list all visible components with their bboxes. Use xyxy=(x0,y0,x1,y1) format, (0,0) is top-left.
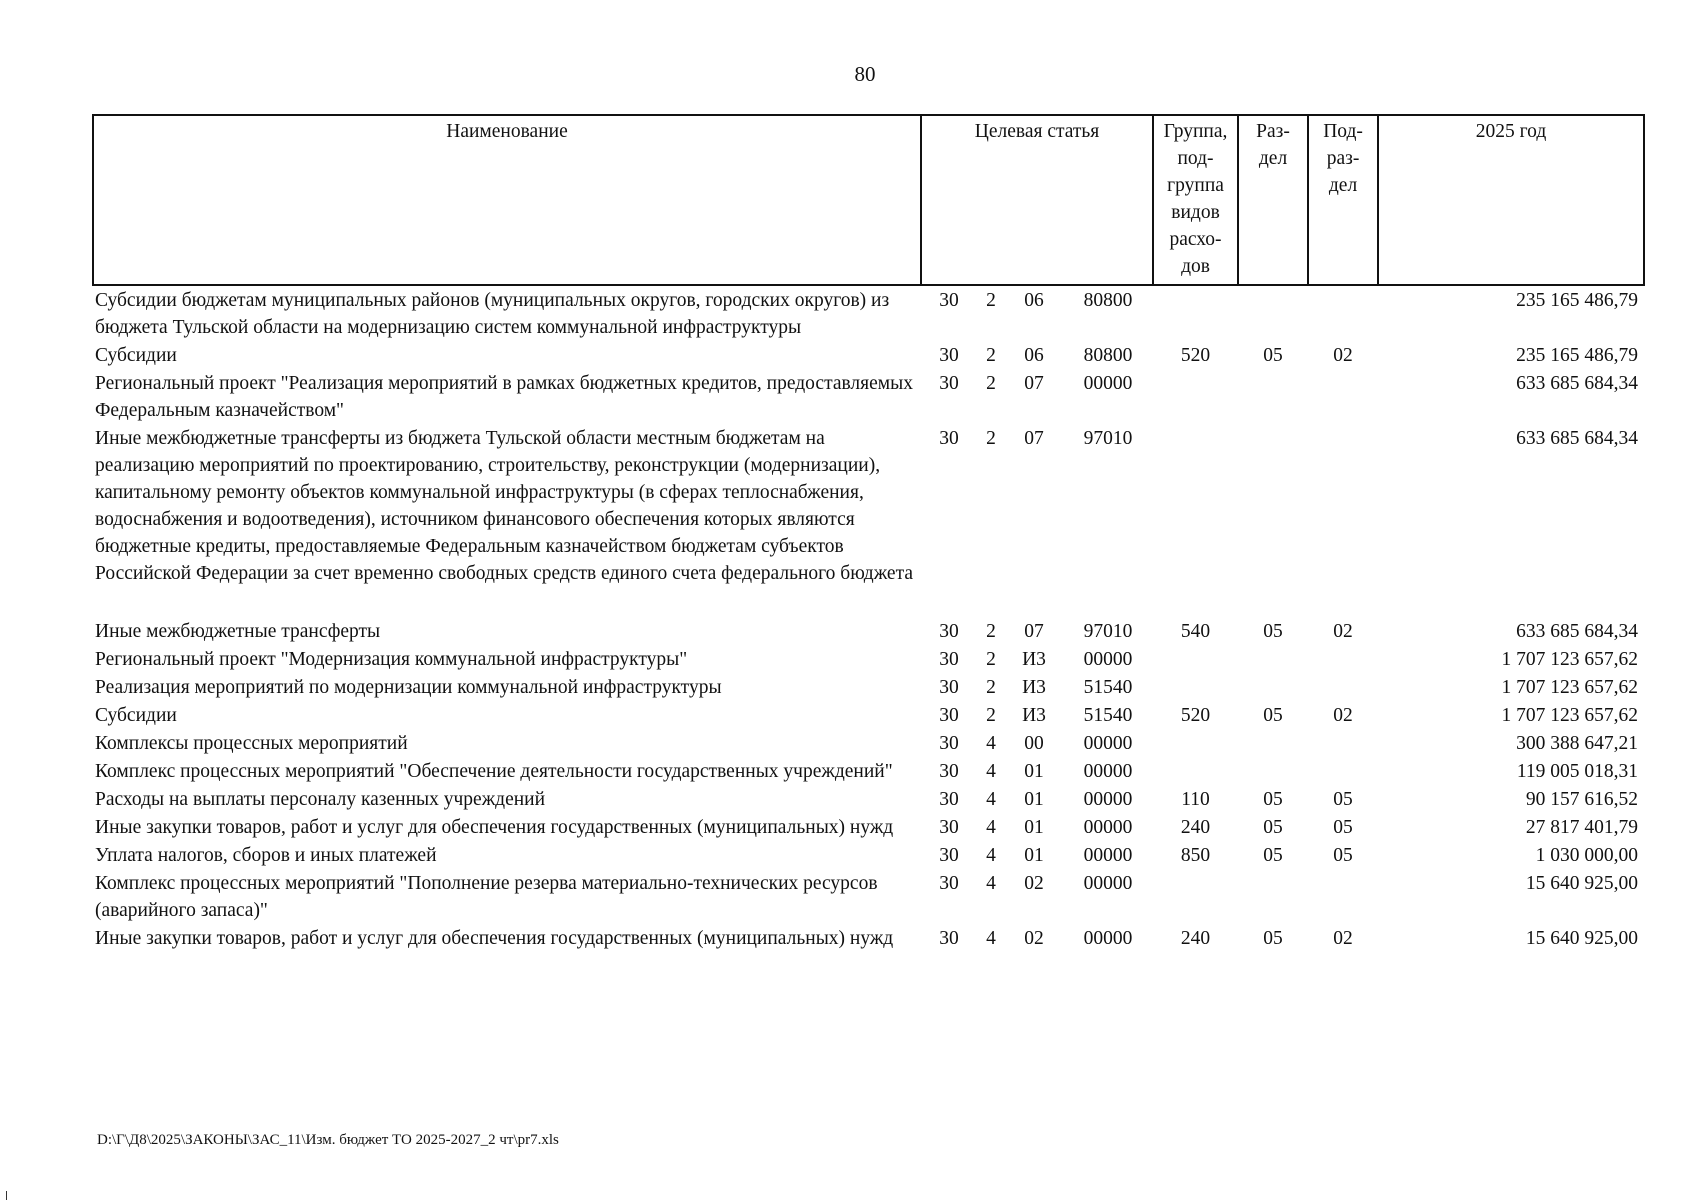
cell-name: Иные межбюджетные трансферты xyxy=(95,621,381,642)
cell-subsection: 02 xyxy=(1333,705,1353,726)
cell-name: Реализация мероприятий по модернизации коммунальной инфраструктуры xyxy=(95,677,722,698)
cell-target-element: 01 xyxy=(1024,817,1044,838)
cell-target-element: И3 xyxy=(1022,705,1046,726)
cell-expense-group xyxy=(1153,729,1238,757)
cell-target-type: 4 xyxy=(986,845,996,866)
cell-subsection: 05 xyxy=(1333,789,1353,810)
table-header-row xyxy=(93,115,1644,285)
header-target-article: Целевая статья xyxy=(921,115,1153,285)
cell-amount: 235 165 486,79 xyxy=(1516,345,1639,366)
cell-amount: 1 707 123 657,62 xyxy=(1501,705,1639,726)
cell-name: Комплекс процессных мероприятий "Обеспечение деятельности государственных учреждений" xyxy=(95,761,893,782)
header-year-2025: 2025 год xyxy=(1378,115,1644,285)
cell-name: Комплекс процессных мероприятий "Пополнение резерва материально-технических ресурсов (аварийного запаса)" xyxy=(95,873,878,921)
cell-amount: 1 707 123 657,62 xyxy=(1501,677,1639,698)
cell-target-program: 30 xyxy=(939,845,959,866)
cell-subsection xyxy=(1308,369,1378,424)
table-row xyxy=(93,424,1644,617)
cell-target-element: 01 xyxy=(1024,789,1044,810)
table-row xyxy=(93,813,1644,841)
cell-target-type: 2 xyxy=(986,345,996,366)
cell-target-type: 4 xyxy=(986,733,996,754)
cell-amount: 90 157 616,52 xyxy=(1525,789,1639,810)
cell-section xyxy=(1238,757,1308,785)
cell-target-type: 2 xyxy=(986,705,996,726)
cell-target-direction: 80800 xyxy=(1083,290,1133,311)
cell-amount: 633 685 684,34 xyxy=(1516,428,1639,449)
edge-mark xyxy=(6,1191,7,1200)
cell-section xyxy=(1238,285,1308,341)
cell-target-direction: 80800 xyxy=(1083,345,1133,366)
cell-expense-group xyxy=(1153,285,1238,341)
cell-amount: 235 165 486,79 xyxy=(1516,290,1639,311)
cell-target-program: 30 xyxy=(939,733,959,754)
cell-target-direction: 00000 xyxy=(1083,373,1133,394)
cell-expense-group xyxy=(1153,645,1238,673)
cell-target-element: 07 xyxy=(1024,428,1044,449)
cell-expense-group xyxy=(1153,369,1238,424)
cell-target-program: 30 xyxy=(939,621,959,642)
cell-target-type: 4 xyxy=(986,761,996,782)
cell-expense-group: 240 xyxy=(1180,817,1211,838)
cell-expense-group: 850 xyxy=(1180,845,1211,866)
cell-amount: 15 640 925,00 xyxy=(1525,873,1639,894)
cell-amount: 1 707 123 657,62 xyxy=(1501,649,1639,670)
cell-amount: 633 685 684,34 xyxy=(1516,373,1639,394)
cell-amount: 1 030 000,00 xyxy=(1535,845,1639,866)
cell-target-type: 4 xyxy=(986,817,996,838)
cell-target-program: 30 xyxy=(939,290,959,311)
cell-expense-group: 520 xyxy=(1180,345,1211,366)
cell-target-type: 2 xyxy=(986,373,996,394)
cell-target-type: 4 xyxy=(986,873,996,894)
cell-target-type: 2 xyxy=(986,649,996,670)
cell-target-direction: 00000 xyxy=(1083,928,1133,949)
cell-name: Иные закупки товаров, работ и услуг для обеспечения государственных (муниципальных) нужд xyxy=(95,817,894,838)
cell-subsection xyxy=(1308,757,1378,785)
cell-target-element: 02 xyxy=(1024,873,1044,894)
cell-target-element: И3 xyxy=(1022,677,1046,698)
file-path-footer: D:\Г\Д8\2025\ЗАКОНЫ\ЗАС_11\Изм. бюджет ТО 2025-2027_2 чт\pr7.xls xyxy=(97,1132,559,1148)
cell-subsection: 02 xyxy=(1333,345,1353,366)
cell-target-program: 30 xyxy=(939,649,959,670)
cell-subsection xyxy=(1308,673,1378,701)
table-row xyxy=(93,285,1644,341)
table-row xyxy=(93,645,1644,673)
cell-target-program: 30 xyxy=(939,677,959,698)
cell-amount: 119 005 018,31 xyxy=(1516,761,1639,782)
table-row xyxy=(93,841,1644,869)
cell-expense-group: 110 xyxy=(1181,789,1210,810)
header-section: Раз- дел xyxy=(1238,115,1308,285)
cell-target-type: 2 xyxy=(986,290,996,311)
cell-target-type: 2 xyxy=(986,428,996,449)
cell-name: Комплексы процессных мероприятий xyxy=(95,733,408,754)
cell-target-element: 01 xyxy=(1024,761,1044,782)
table-row xyxy=(93,785,1644,813)
cell-subsection: 05 xyxy=(1333,817,1353,838)
table-row xyxy=(93,341,1644,369)
cell-section xyxy=(1238,424,1308,617)
page-number: 80 xyxy=(854,62,876,86)
cell-target-element: 07 xyxy=(1024,621,1044,642)
cell-target-direction: 00000 xyxy=(1083,817,1133,838)
cell-section: 05 xyxy=(1263,845,1283,866)
cell-section: 05 xyxy=(1263,705,1283,726)
cell-amount: 300 388 647,21 xyxy=(1516,733,1639,754)
cell-subsection xyxy=(1308,645,1378,673)
cell-name: Иные закупки товаров, работ и услуг для обеспечения государственных (муниципальных) нужд xyxy=(95,928,894,949)
header-expense-group: Группа, под- группа видов расхо- дов xyxy=(1153,115,1238,285)
cell-subsection: 02 xyxy=(1333,928,1353,949)
cell-target-element: 02 xyxy=(1024,928,1044,949)
cell-target-element: 06 xyxy=(1024,345,1044,366)
cell-target-type: 2 xyxy=(986,677,996,698)
cell-name: Расходы на выплаты персоналу казенных учреждений xyxy=(95,789,546,810)
cell-section: 05 xyxy=(1263,817,1283,838)
cell-subsection xyxy=(1308,729,1378,757)
cell-name: Региональный проект "Модернизация коммунальной инфраструктуры" xyxy=(95,649,688,670)
cell-target-direction: 00000 xyxy=(1083,733,1133,754)
cell-subsection: 05 xyxy=(1333,845,1353,866)
cell-expense-group: 520 xyxy=(1180,705,1211,726)
cell-name: Уплата налогов, сборов и иных платежей xyxy=(95,845,437,866)
table-row xyxy=(93,869,1644,924)
cell-target-direction: 00000 xyxy=(1083,761,1133,782)
cell-section: 05 xyxy=(1263,345,1283,366)
table-row xyxy=(93,757,1644,785)
cell-target-program: 30 xyxy=(939,345,959,366)
cell-section xyxy=(1238,369,1308,424)
cell-target-direction: 00000 xyxy=(1083,649,1133,670)
cell-name: Субсидии xyxy=(95,705,177,726)
cell-target-program: 30 xyxy=(939,373,959,394)
table-row xyxy=(93,924,1644,952)
cell-name: Региональный проект "Реализация мероприятий в рамках бюджетных кредитов, предоставляемых Федеральным казначейством" xyxy=(95,373,913,421)
cell-expense-group: 540 xyxy=(1180,621,1211,642)
cell-section xyxy=(1238,673,1308,701)
cell-target-program: 30 xyxy=(939,428,959,449)
table-row xyxy=(93,617,1644,645)
cell-section: 05 xyxy=(1263,621,1283,642)
table-row xyxy=(93,369,1644,424)
cell-target-element: 00 xyxy=(1024,733,1044,754)
cell-subsection xyxy=(1308,285,1378,341)
cell-target-element: 01 xyxy=(1024,845,1044,866)
cell-target-element: 07 xyxy=(1024,373,1044,394)
cell-target-direction: 00000 xyxy=(1083,789,1133,810)
cell-name: Субсидии бюджетам муниципальных районов (муниципальных округов, городских округов) из бюджета Тульской области на модернизацию систем коммунальной инфраструктуры xyxy=(95,290,890,338)
cell-expense-group xyxy=(1153,424,1238,617)
table-row xyxy=(93,729,1644,757)
cell-target-direction: 97010 xyxy=(1083,621,1133,642)
cell-amount: 15 640 925,00 xyxy=(1525,928,1639,949)
table-row xyxy=(93,673,1644,701)
cell-expense-group: 240 xyxy=(1180,928,1211,949)
cell-target-type: 4 xyxy=(986,789,996,810)
cell-amount: 633 685 684,34 xyxy=(1516,621,1639,642)
cell-target-element: 06 xyxy=(1024,290,1044,311)
cell-target-program: 30 xyxy=(939,705,959,726)
cell-expense-group xyxy=(1153,757,1238,785)
cell-target-direction: 97010 xyxy=(1083,428,1133,449)
cell-subsection xyxy=(1308,424,1378,617)
cell-section: 05 xyxy=(1263,928,1283,949)
cell-target-direction: 00000 xyxy=(1083,873,1133,894)
cell-name: Субсидии xyxy=(95,345,177,366)
cell-target-program: 30 xyxy=(939,928,959,949)
cell-target-program: 30 xyxy=(939,817,959,838)
cell-subsection: 02 xyxy=(1333,621,1353,642)
cell-target-program: 30 xyxy=(939,873,959,894)
header-name: Наименование xyxy=(93,115,921,285)
table-row xyxy=(93,701,1644,729)
cell-section xyxy=(1238,729,1308,757)
cell-amount: 27 817 401,79 xyxy=(1525,817,1639,838)
cell-section xyxy=(1238,645,1308,673)
cell-target-type: 4 xyxy=(986,928,996,949)
cell-target-type: 2 xyxy=(986,621,996,642)
cell-section: 05 xyxy=(1263,789,1283,810)
cell-expense-group xyxy=(1153,869,1238,924)
cell-target-direction: 00000 xyxy=(1083,845,1133,866)
cell-expense-group xyxy=(1153,673,1238,701)
cell-target-element: И3 xyxy=(1022,649,1046,670)
cell-target-program: 30 xyxy=(939,789,959,810)
cell-subsection xyxy=(1308,869,1378,924)
cell-target-direction: 51540 xyxy=(1083,677,1133,698)
budget-table xyxy=(92,114,1645,952)
cell-target-program: 30 xyxy=(939,761,959,782)
cell-name: Иные межбюджетные трансферты из бюджета Тульской области местным бюджетам на реализацию мероприятий по проектированию, строительству, реконструкции (модернизации), капитальному ремонту объектов коммунальной инфраструктуры (в сферах теплоснабжения, водоснабжения и водоотведения), источником финансового обеспечения которых являются бюджетные кредиты, предоставляемые Федеральным казначейством бюджетам субъектов Российской Федерации за счет временно свободных средств единого счета федерального бюджета xyxy=(95,428,913,584)
cell-target-direction: 51540 xyxy=(1083,705,1133,726)
table-body xyxy=(93,285,1644,952)
header-subsection: Под- раз- дел xyxy=(1308,115,1378,285)
cell-section xyxy=(1238,869,1308,924)
